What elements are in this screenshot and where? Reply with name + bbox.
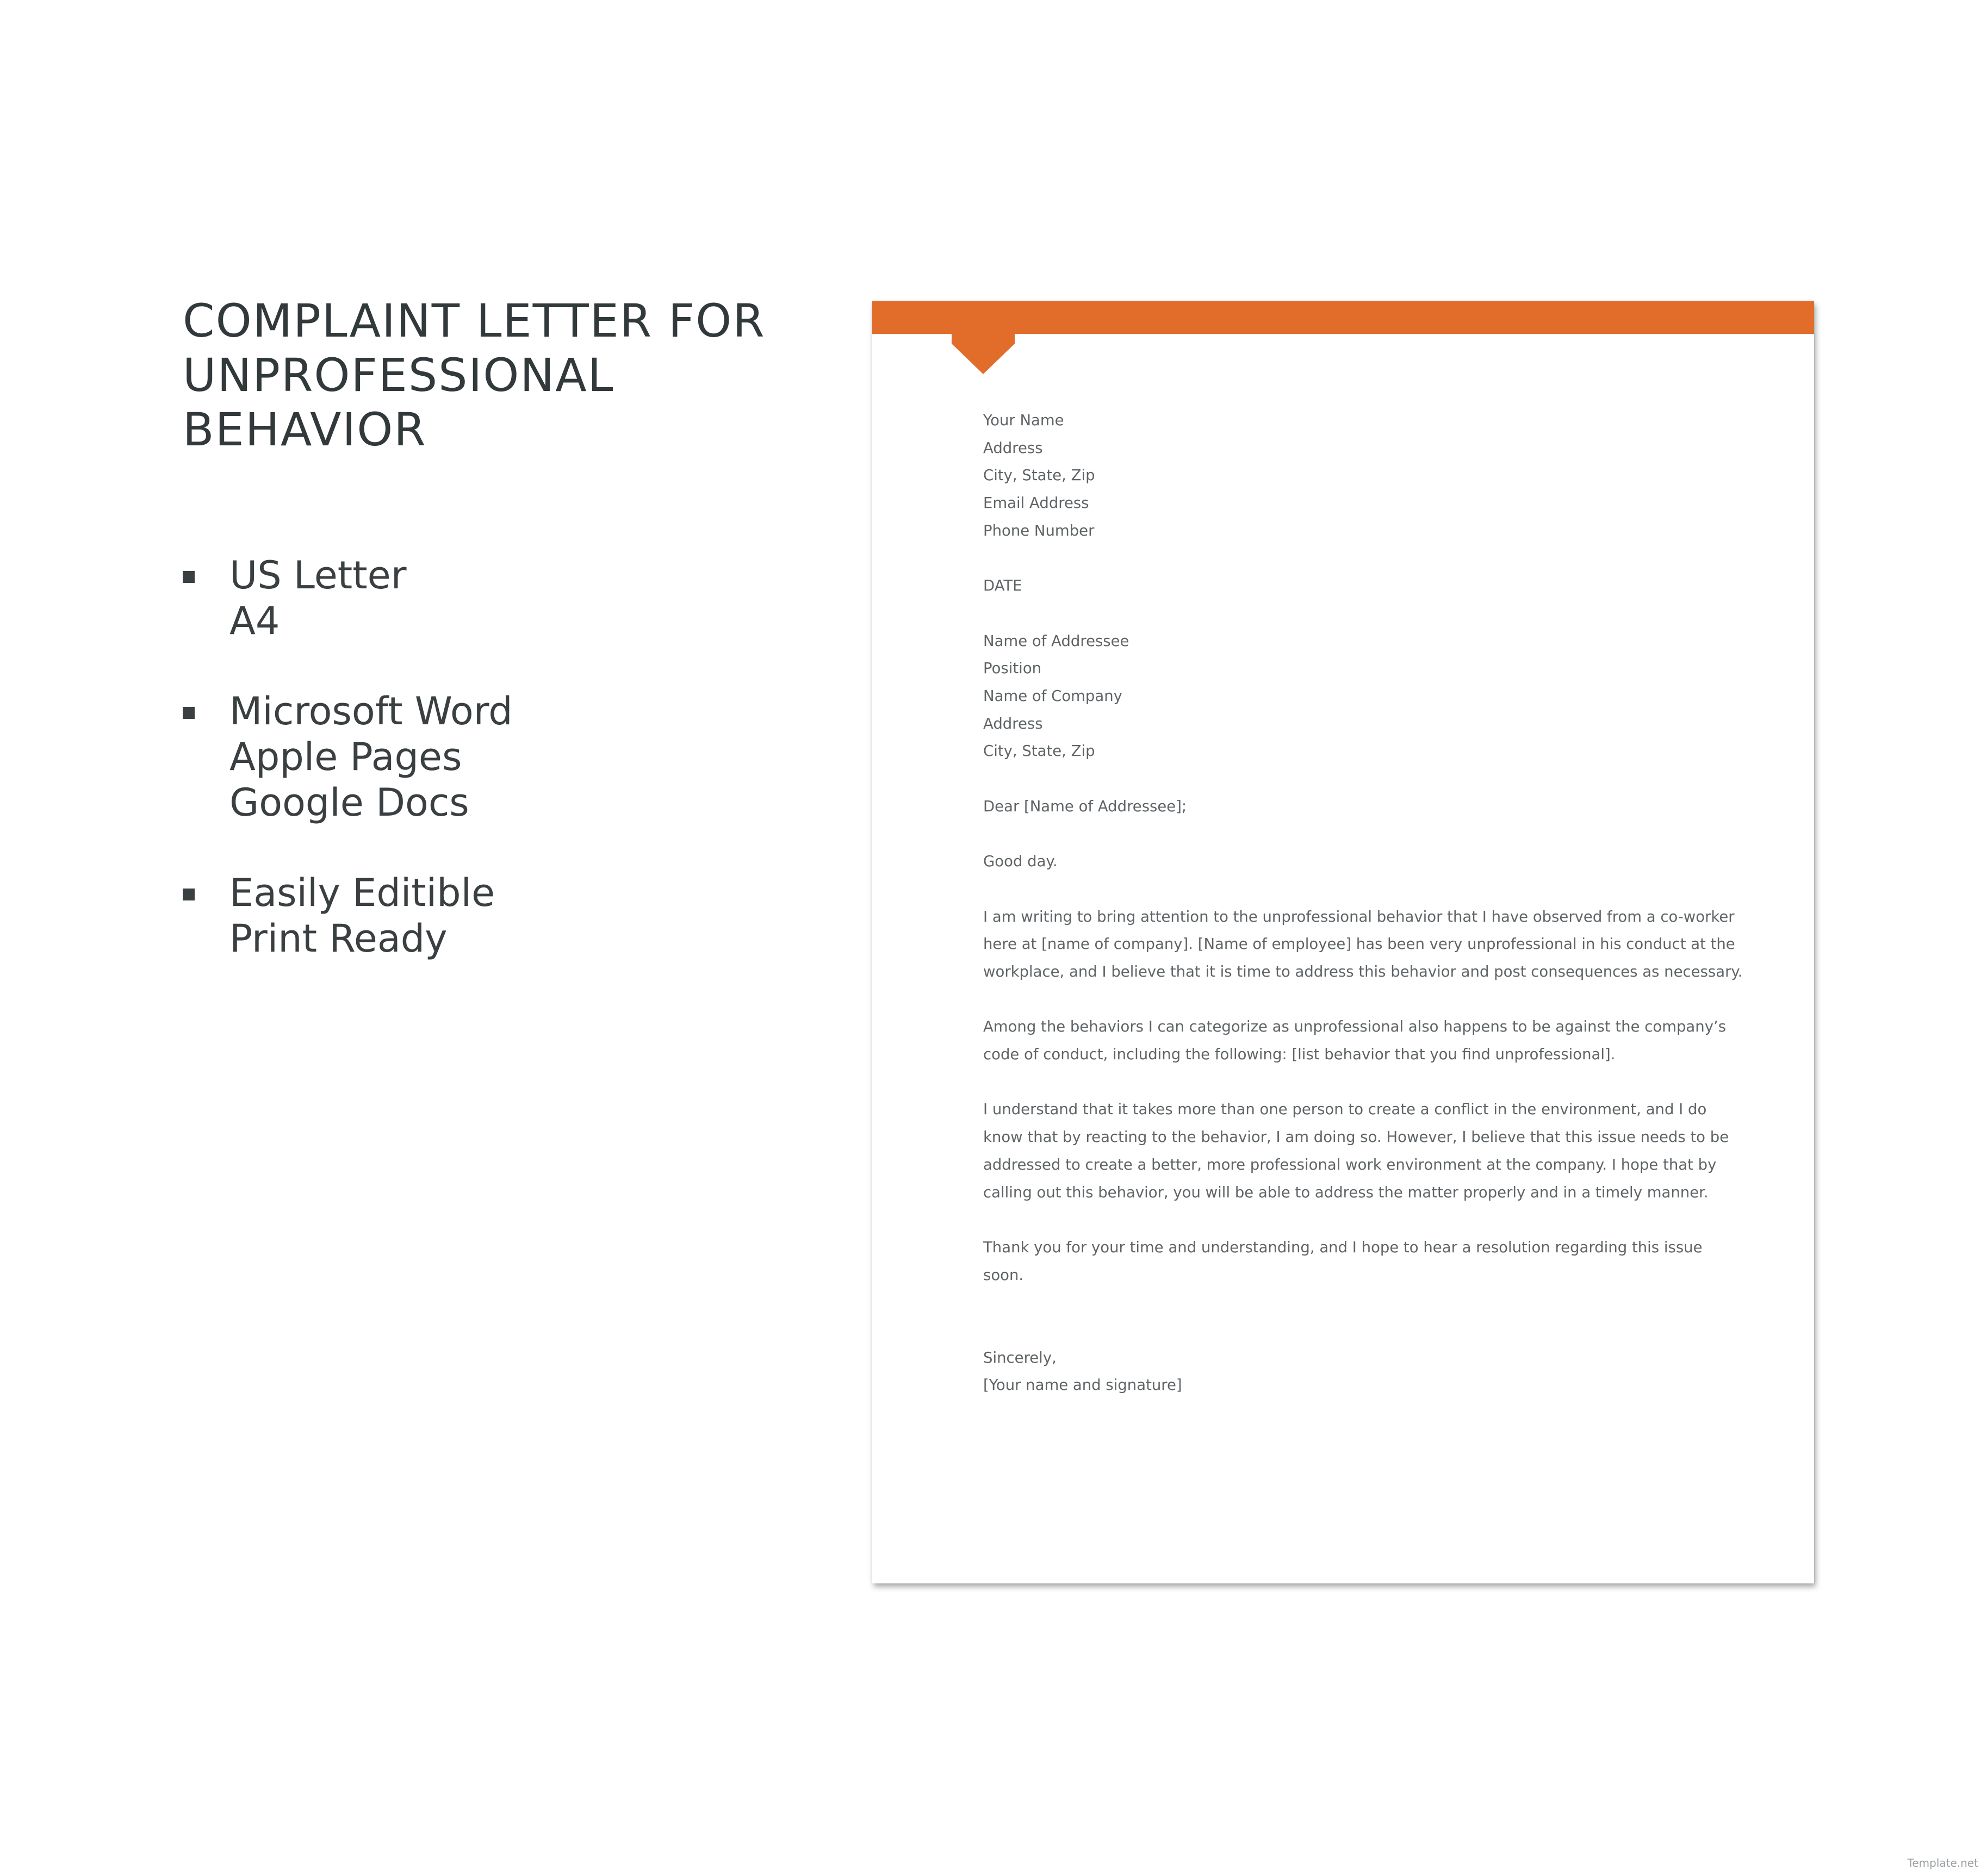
letter-body	[983, 407, 1744, 1399]
salutation: Dear [Name of Addressee];	[983, 797, 1187, 815]
paragraph	[983, 1013, 1744, 1068]
feature-line: A4	[229, 599, 280, 643]
watermark: Template.net	[1907, 1856, 1978, 1869]
paragraph-line: code of conduct, including the following: [list behavior that you find unprofessional].	[983, 1046, 1616, 1064]
paragraph-line: calling out this behavior, you will be able to address the matter properly and in a timely manner.	[983, 1183, 1709, 1201]
paragraph	[983, 1234, 1744, 1289]
title-line-2: UNPROFESSIONAL BEHAVIOR	[183, 349, 614, 456]
square-bullet-icon	[183, 889, 195, 900]
recipient-block	[983, 628, 1744, 766]
letter-preview	[872, 301, 1814, 1583]
paragraph-line: soon.	[983, 1266, 1024, 1284]
greeting: Good day.	[983, 853, 1058, 871]
sender-phone: Phone Number	[983, 521, 1095, 539]
title-line-1: COMPLAINT LETTER FOR	[183, 294, 766, 347]
ribbon-tab-icon	[952, 334, 1015, 374]
paragraph-line: I am writing to bring attention to the unprofessional behavior that I have observed from a co-worker	[983, 908, 1735, 925]
sender-email: Email Address	[983, 494, 1089, 512]
paragraph	[983, 1096, 1744, 1206]
feature-line: Google Docs	[229, 780, 469, 825]
paragraph-line: here at [name of company]. [Name of employee] has been very unprofessional in his conduct at the	[983, 935, 1735, 953]
recipient-company: Name of Company	[983, 687, 1122, 705]
square-bullet-icon	[183, 707, 195, 719]
paragraph-line: Thank you for your time and understanding, and I hope to hear a resolution regarding this issue	[983, 1238, 1703, 1256]
sender-name: Your Name	[983, 412, 1064, 429]
feature-line: Print Ready	[229, 916, 448, 961]
sender-address: Address	[983, 439, 1043, 457]
paragraph-line: workplace, and I believe that it is time to address this behavior and post consequences as necessary.	[983, 962, 1743, 980]
recipient-name: Name of Addressee	[983, 632, 1129, 650]
feature-list	[183, 552, 852, 961]
feature-item-formats	[183, 688, 852, 825]
letter-date: DATE	[983, 577, 1022, 595]
feature-line: Microsoft Word	[229, 689, 513, 734]
feature-line: US Letter	[229, 553, 407, 598]
accent-header-band	[872, 301, 1814, 334]
recipient-city: City, State, Zip	[983, 742, 1095, 760]
sender-city: City, State, Zip	[983, 467, 1095, 484]
closing: Sincerely,	[983, 1349, 1057, 1366]
product-info	[183, 294, 852, 1006]
paragraph-line: addressed to create a better, more professional work environment at the company. I hope that by	[983, 1156, 1717, 1173]
signature: [Your name and signature]	[983, 1376, 1182, 1394]
page-title	[183, 294, 852, 457]
feature-line: Easily Editible	[229, 871, 495, 915]
paragraph-line: Among the behaviors I can categorize as unprofessional also happens to be against the company’s	[983, 1018, 1727, 1036]
paragraph	[983, 903, 1744, 986]
recipient-position: Position	[983, 660, 1042, 678]
feature-line: Apple Pages	[229, 735, 462, 779]
sender-block	[983, 407, 1744, 545]
feature-item-editing	[183, 870, 852, 961]
feature-item-paper-size	[183, 552, 852, 644]
paragraph-line: know that by reacting to the behavior, I am doing so. However, I believe that this issue needs to be	[983, 1128, 1729, 1146]
square-bullet-icon	[183, 571, 195, 583]
paragraph-line: I understand that it takes more than one person to create a conflict in the environment, and I do	[983, 1101, 1707, 1119]
recipient-address: Address	[983, 715, 1043, 732]
